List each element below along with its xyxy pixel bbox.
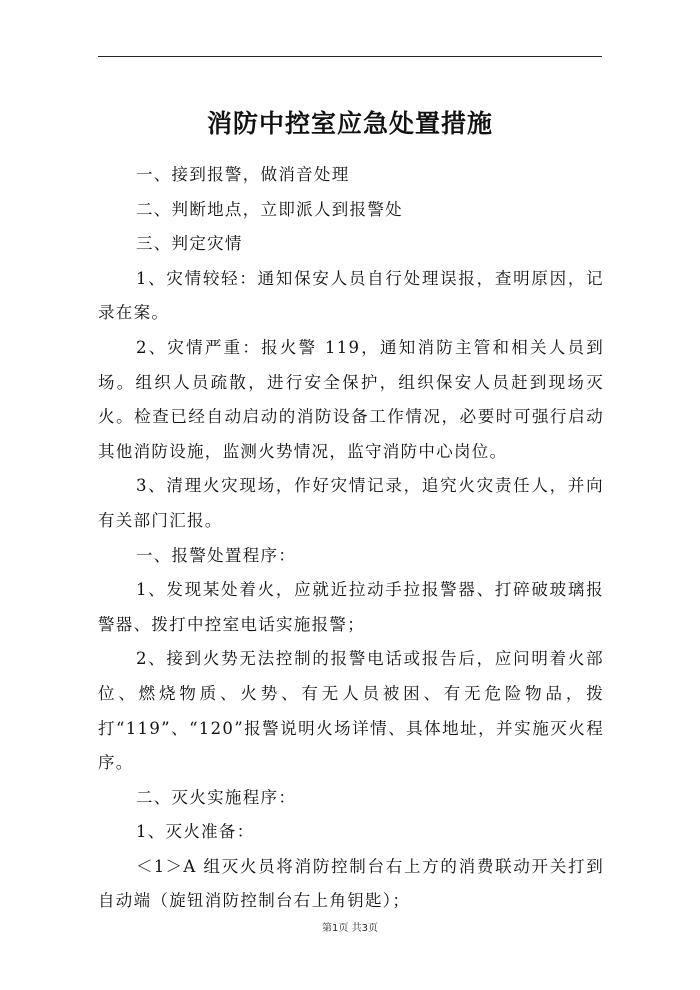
- paragraph: 二、灭火实施程序：: [135, 787, 297, 807]
- paragraph: 1、灭火准备：: [135, 822, 255, 842]
- page-number: 第1页 共3页: [322, 923, 378, 934]
- paragraph: 2、接到火势无法控制的报警电话或报告后，应问明着火部位、燃烧物质、火势、有无人员被困、有无危险物品，拨打“119”、“120”报警说明火场详情、具体地址，并实施灭火程序。: [98, 649, 604, 773]
- paragraph: 一、报警处置程序：: [135, 545, 297, 565]
- document-body: [98, 158, 604, 919]
- paragraph: 3、清理火灾现场，作好灾情记录，追究火灾责任人，并向有关部门汇报。: [98, 476, 604, 530]
- paragraph: 三、判定灾情: [135, 234, 243, 254]
- paragraph: 1、灾情较轻：通知保安人员自行处理误报，查明原因，记录在案。: [98, 268, 604, 323]
- paragraph: ＜1＞A 组灭火员将消防控制台右上方的消费联动开关打到自动端（旋钮消防控制台右上角钥匙）；: [98, 856, 604, 911]
- header-rule: [98, 56, 602, 57]
- document-title: 消防中控室应急处置措施: [206, 109, 493, 138]
- paragraph: 二、判断地点，立即派人到报警处: [135, 199, 403, 219]
- paragraph: 2、灾情严重：报火警 119，通知消防主管和相关人员到场。组织人员疏散，进行安全保护，组织保安人员赶到现场灭火。检查已经自动启动的消防设备工作情况，必要时可强行启动其他消防设施，监测火势情况，监守消防中心岗位。: [98, 337, 604, 461]
- paragraph: 一、接到报警，做消音处理: [135, 165, 350, 184]
- paragraph: 1、发现某处着火，应就近拉动手拉报警器、打碎破玻璃报警器、拨打中控室电话实施报警；: [98, 580, 604, 634]
